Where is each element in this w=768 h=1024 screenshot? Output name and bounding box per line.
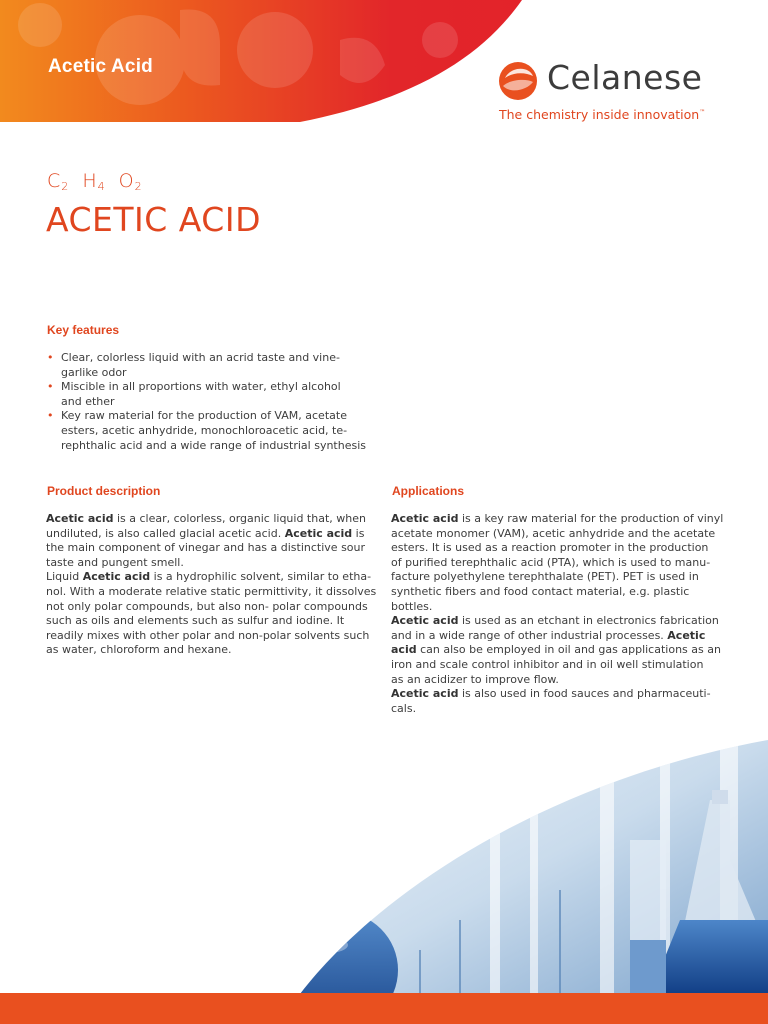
key-feature-line: garlike odor [61, 365, 127, 379]
chemical-formula: $C_2$ $H_4$ $O_2$ [47, 170, 143, 193]
applications-line: Acetic acid is used as an etchant in electronics fabrication [391, 614, 719, 628]
product-description-line: Acetic acid is a clear, colorless, organic liquid that, when [46, 512, 366, 525]
applications-line: cals. [391, 701, 417, 715]
logo-name: Celanese [547, 58, 703, 97]
product-description-line: the main component of vinegar and has a distinctive sour [46, 541, 366, 555]
key-feature-item [46, 351, 376, 380]
key-feature-line: Key raw material for the production of VAM, acetate [61, 409, 347, 423]
product-description-line: such as oils and elements such as sulfur and iodine. It [46, 614, 345, 628]
product-description-heading: Product description [47, 484, 161, 498]
product-description-line: taste and pungent smell. [46, 555, 184, 569]
product-description-text [46, 512, 381, 658]
applications-line: as an acidizer to improve flow. [391, 672, 559, 686]
product-description-line: undiluted, is also called glacial acetic acid. Acetic acid is [46, 526, 365, 540]
lab-glassware-image [300, 740, 768, 994]
applications-line: Acetic acid is also used in food sauces and pharmaceuti- [391, 687, 711, 701]
key-feature-line: Clear, colorless liquid with an acrid taste and vine- [61, 351, 340, 364]
key-feature-item [46, 409, 376, 453]
key-feature-line: esters, acetic anhydride, monochloroacetic acid, te- [61, 423, 348, 437]
applications-line: of purified terephthalic acid (PTA), which is used to manu- [391, 555, 711, 569]
bullet-icon: • [47, 380, 54, 394]
page-title: ACETIC ACID [46, 200, 261, 239]
product-description-line: readily mixes with other polar and non-polar solvents such [46, 628, 370, 642]
celanese-logo [497, 58, 727, 128]
bullet-icon: • [47, 351, 54, 364]
product-description-line: nol. With a moderate relative static permittivity, it dissolves [46, 584, 377, 598]
applications-line: and in a wide range of other industrial processes. Acetic [391, 628, 706, 642]
key-features-heading: Key features [47, 323, 120, 337]
bullet-icon: • [47, 409, 54, 423]
applications-line: acetate monomer (VAM), acetic anhydride and the acetate [391, 526, 716, 540]
celanese-swirl-icon [497, 60, 539, 102]
trademark-symbol: ™ [699, 108, 706, 116]
applications-line: Acetic acid is a key raw material for the production of vinyl [391, 512, 724, 525]
applications-line: iron and scale control inhibitor and in oil well stimulation [391, 657, 704, 671]
key-feature-item [46, 380, 376, 409]
applications-text [391, 512, 731, 716]
key-feature-line: and ether [61, 394, 115, 408]
product-description-line: as water, chloroform and hexane. [46, 643, 232, 657]
applications-line: synthetic fibers and food contact material, e.g. plastic [391, 584, 690, 598]
applications-line: facture polyethylene terephthalate (PET). PET is used in [391, 570, 699, 584]
applications-line: bottles. [391, 599, 433, 613]
key-feature-line: rephthalic acid and a wide range of industrial synthesis [61, 438, 366, 452]
applications-line: esters. It is used as a reaction promoter in the production [391, 541, 709, 555]
banner-title: Acetic Acid [48, 56, 153, 77]
applications-line: acid can also be employed in oil and gas applications as an [391, 643, 721, 657]
applications-heading: Applications [392, 484, 465, 498]
footer-bar [0, 993, 768, 1024]
key-features-list [46, 351, 376, 453]
key-feature-line: Miscible in all proportions with water, ethyl alcohol [61, 380, 341, 394]
product-description-line: Liquid Acetic acid is a hydrophilic solvent, similar to etha- [46, 570, 372, 584]
product-description-line: not only polar compounds, but also non- polar compounds [46, 599, 368, 613]
logo-tagline: The chemistry inside innovation™ [499, 107, 706, 122]
